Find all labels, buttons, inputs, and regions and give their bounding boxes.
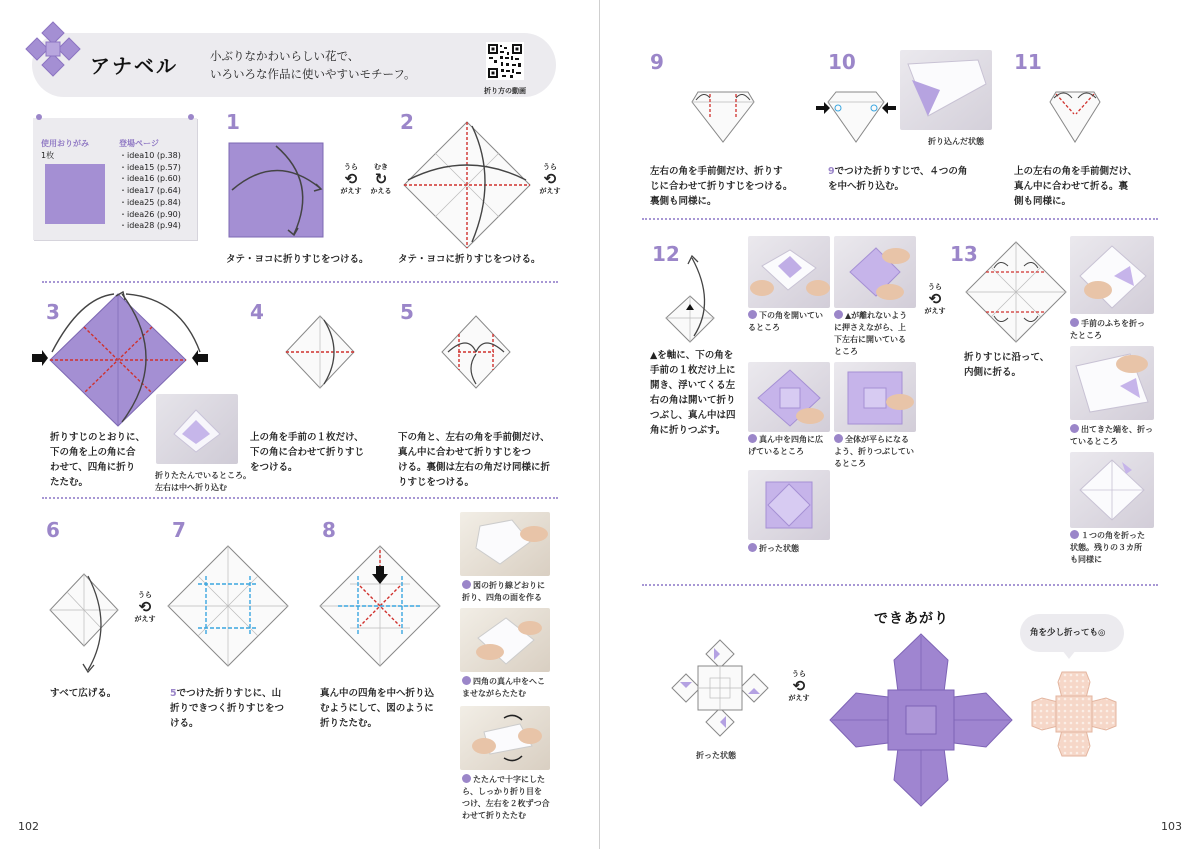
step-3-caption: 折りすじのとおりに、 下の角を上の角に合 わせて、四角に折り たたむ。 [50,432,146,488]
step-10-photo-caption: 折り込んだ状態 [928,137,984,146]
step-12-photo-3-caption: 真ん中を四角に広 げているところ [748,435,823,456]
step-13-number: 13 [950,242,978,266]
step-12-caption: ▲を軸に、下の角を 手前の１枚だけ上に 開き、浮いてくる左 右の角は開いて折り つぶし、真ん中は四 角に折りつぶす。 [650,350,736,436]
step-8-photo-3-caption: たたんで十字にした ら、しっかり折り目を つけ、左右を２枚ずつ合 わせて折りたたむ [462,775,550,820]
variant-flower [1026,666,1122,762]
tip-bubble-tail [1062,650,1076,659]
step-6-caption: すべて広げる。 [50,688,117,699]
paper-swatch [45,164,105,224]
flip-over-indicator: うら ⟲ がえす [128,591,162,624]
step-5-caption: 下の角と、左右の角を手前側だけ、 真ん中に合わせて折りすじをつ ける。裏側は左右の角だけ同様に折 りすじをつける。 [398,432,551,488]
qr-caption: 折り方の動画 [484,87,526,95]
step-3-number: 3 [46,300,60,324]
page-ref[interactable]: ・idea15 (p.57) [119,162,181,172]
step-12-photo-5 [748,470,830,540]
page-ref[interactable]: ・idea10 (p.38) [119,151,181,160]
subtitle-line-2: いろいろな作品に使いやすいモチーフ。 [210,67,416,81]
step-8-caption: 真ん中の四角を中へ折り込 むようにして、図のように 折りたたむ。 [320,688,435,729]
step-12-photo-1-caption: 下の角を開いてい るところ [748,311,823,332]
page-number-right: 103 [1161,820,1182,833]
paper-label: 使用おりがみ [41,139,89,148]
step-7-diagram [166,544,290,668]
page-ref[interactable]: ・idea28 (p.94) [119,221,181,231]
step-10-photo [900,50,992,130]
step-7-number: 7 [172,518,186,542]
step-8-photo-1 [460,512,550,576]
step-6-number: 6 [46,518,60,542]
tip-bubble-text: 角を少し折っても◎ [1030,628,1106,638]
page-ref[interactable]: ・idea16 (p.60) [119,174,181,184]
page-ref[interactable]: ・idea17 (p.64) [119,186,181,196]
step-13-photo-2-caption: 出てきた端を、折っ ているところ [1070,425,1153,446]
step-13-photo-3-caption: １つの角を折った 状態。残りの３カ所 も同様に [1070,531,1145,564]
step-13-photo-1-caption: 手前のふちを折っ たところ [1070,319,1145,340]
step-12-photo-4-caption: 全体が平らになる よう、折りつぶしてい るところ [834,435,914,468]
step-10-diagram [814,88,898,146]
rotate-arrow-icon: ↻ [374,170,388,188]
step-12-photo-5-caption: 折った状態 [748,543,799,555]
step-13-diagram [964,240,1068,344]
flip-over-indicator: うら ⟲ がえす [918,283,952,316]
step-10-caption: 9でつけた折りすじで、４つの角 を中へ折り込む。 [828,166,968,192]
step-12-number: 12 [652,242,680,266]
step-11-caption: 上の左右の角を手前側だけ、 真ん中に合わせて折る。裏 側も同様に。 [1014,166,1138,207]
pages-list [119,150,181,232]
step-10-number: 10 [828,50,856,74]
step-1-number: 1 [226,110,240,134]
section-divider [42,497,558,499]
flip-arrow-icon: ⟲ [928,290,942,308]
step-3-photo [156,394,238,464]
step-9-caption: 左右の角を手前側だけ、折りす じに合わせて折りすじをつける。 裏側も同様に。 [650,166,793,207]
flip-arrow-icon: ⟲ [543,170,557,188]
step-12-photo-3 [748,362,830,432]
page-number-left: 102 [18,820,39,833]
step-12-photo-2-caption: ▲が離れないよう に押さえながら、上 下左右に開いている ところ [834,311,908,356]
step-1-caption: タテ・ヨコに折りすじをつける。 [226,254,369,265]
flip-arrow-icon: ⟲ [138,598,152,616]
pages-label: 登場ページ [119,139,159,148]
step-8-photo-3 [460,706,550,770]
flip-over-indicator: うら ⟲ がえす [782,670,816,703]
step-4-number: 4 [250,300,264,324]
flip-arrow-icon: ⟲ [792,677,806,695]
section-divider [642,584,1158,586]
step-7-caption: 5でつけた折りすじに、山 折りできつく折りすじをつ ける。 [170,688,285,729]
step-8-diagram [318,544,442,668]
folded-state-diagram [668,636,772,740]
step-9-number: 9 [650,50,664,74]
step-6-diagram [48,566,128,676]
qr-code-icon[interactable] [486,42,524,80]
step-12-photo-4 [834,362,916,432]
step-2-number: 2 [400,110,414,134]
step-8-photo-2 [460,608,550,672]
finished-title: できあがり [874,611,949,627]
hydrangea-flower-icon [22,18,84,80]
step-4-caption: 上の角を手前の１枚だけ、 下の角に合わせて折りすじ をつける。 [250,432,365,473]
card-pin-right [188,114,194,120]
step-5-diagram [438,312,514,392]
page-ref[interactable]: ・idea25 (p.84) [119,197,181,207]
step-12-photo-1 [748,236,830,308]
step-12-photo-2 [834,236,916,308]
step-9-diagram [688,88,758,146]
step-8-number: 8 [322,518,336,542]
step-13-photo-2 [1070,346,1154,420]
subtitle-line-1: 小ぶりなかわいらしい花で、 [210,49,360,63]
info-card [33,118,197,240]
step-8-photo-1-caption: 図の折り線どおりに 折り、四角の面を作る [462,581,545,602]
step-3-photo-caption: 折りたたんでいるところ。 左右は中へ折り込む [155,471,251,492]
step-2-caption: タテ・ヨコに折りすじをつける。 [398,254,541,265]
page-title: アナベル [90,54,178,78]
step-11-diagram [1046,88,1104,146]
step-4-diagram [282,312,358,392]
step-8-photo-2-caption: 四角の真ん中をへこ ませながらたたむ [462,677,545,698]
finished-flower [826,630,1016,810]
card-pin-left [36,114,42,120]
step-11-number: 11 [1014,50,1042,74]
flip-over-indicator: うら ⟲ がえす [533,163,567,196]
page-ref[interactable]: ・idea26 (p.90) [119,209,181,219]
step-13-caption: 折りすじに沿って、 内側に折る。 [964,352,1050,378]
paper-count: 1枚 [41,151,55,160]
step-12-diagram [664,252,720,348]
step-13-photo-1 [1070,236,1154,314]
section-divider [42,281,558,283]
step-5-number: 5 [400,300,414,324]
right-page [600,0,1200,849]
flip-arrow-icon: ⟲ [344,170,358,188]
rotate-indicator: むき ↻ かえる [364,163,398,196]
step-2-diagram [402,120,532,250]
section-divider [642,218,1158,220]
step-13-photo-3 [1070,452,1154,528]
flip-over-indicator: うら ⟲ がえす [334,163,368,196]
folded-state-caption: 折った状態 [696,751,736,760]
step-1-diagram [228,142,324,238]
